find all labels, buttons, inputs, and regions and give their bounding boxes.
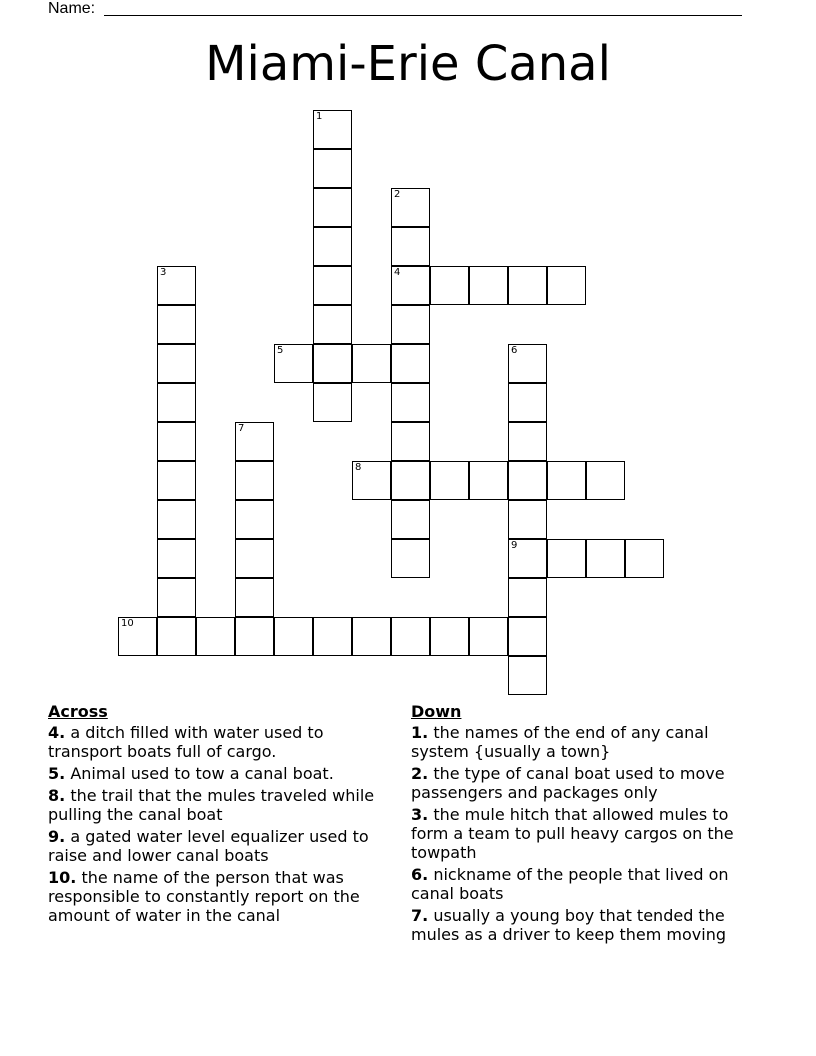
grid-cell[interactable] bbox=[508, 617, 547, 656]
grid-cell[interactable] bbox=[430, 461, 469, 500]
grid-cell[interactable] bbox=[586, 539, 625, 578]
grid-cell[interactable] bbox=[352, 617, 391, 656]
clue-number: 3 bbox=[160, 267, 167, 278]
clue-down-2: 2. the type of canal boat used to move passengers and packages only bbox=[411, 764, 725, 802]
grid-cell[interactable] bbox=[547, 461, 586, 500]
grid-cell[interactable] bbox=[586, 461, 625, 500]
grid-cell[interactable] bbox=[157, 422, 196, 461]
name-label: Name: bbox=[48, 0, 96, 17]
clue-number: 4 bbox=[394, 267, 401, 278]
grid-cell[interactable] bbox=[313, 110, 352, 149]
clue-across-10: 10. the name of the person that was responsible to constantly report on the amount of water in the canal bbox=[48, 868, 360, 925]
grid-cell[interactable] bbox=[157, 344, 196, 383]
grid-cell[interactable] bbox=[157, 578, 196, 617]
grid-cell[interactable] bbox=[391, 500, 430, 539]
grid-cell[interactable] bbox=[508, 539, 547, 578]
grid-cell[interactable] bbox=[235, 500, 274, 539]
grid-cell[interactable] bbox=[313, 383, 352, 422]
across-clues bbox=[48, 702, 388, 928]
clue-number: 6 bbox=[511, 345, 518, 356]
grid-cell[interactable] bbox=[157, 539, 196, 578]
clue-across-5: 5. Animal used to tow a canal boat. bbox=[48, 764, 334, 783]
grid-cell[interactable] bbox=[157, 266, 196, 305]
grid-cell[interactable] bbox=[235, 578, 274, 617]
grid-cell[interactable] bbox=[391, 617, 430, 656]
grid-cell[interactable] bbox=[391, 344, 430, 383]
grid-cell[interactable] bbox=[157, 461, 196, 500]
clue-number: 7 bbox=[238, 423, 245, 434]
grid-cell[interactable] bbox=[352, 344, 391, 383]
grid-cell[interactable] bbox=[391, 305, 430, 344]
clue-across-4: 4. a ditch filled with water used to transport boats full of cargo. bbox=[48, 723, 324, 761]
grid-cell[interactable] bbox=[391, 227, 430, 266]
grid-cell[interactable] bbox=[508, 344, 547, 383]
grid-cell[interactable] bbox=[157, 383, 196, 422]
grid-cell[interactable] bbox=[508, 266, 547, 305]
clue-number: 8 bbox=[355, 462, 362, 473]
grid-cell[interactable] bbox=[235, 539, 274, 578]
grid-cell[interactable] bbox=[547, 266, 586, 305]
clue-across-8: 8. the trail that the mules traveled while pulling the canal boat bbox=[48, 786, 375, 824]
grid-cell[interactable] bbox=[547, 539, 586, 578]
grid-cell[interactable] bbox=[157, 305, 196, 344]
name-field[interactable] bbox=[48, 0, 748, 20]
grid-cell[interactable] bbox=[508, 383, 547, 422]
grid-cell[interactable] bbox=[352, 461, 391, 500]
grid-cell[interactable] bbox=[508, 500, 547, 539]
clue-number: 9 bbox=[511, 540, 518, 551]
clue-number: 10 bbox=[121, 618, 134, 629]
grid-cell[interactable] bbox=[508, 578, 547, 617]
clue-number: 5 bbox=[277, 345, 284, 356]
grid-cell[interactable] bbox=[235, 617, 274, 656]
grid-cell[interactable] bbox=[118, 617, 157, 656]
grid-cell[interactable] bbox=[391, 461, 430, 500]
grid-cell[interactable] bbox=[274, 344, 313, 383]
clue-number: 1 bbox=[316, 111, 323, 122]
clue-down-6: 6. nickname of the people that lived on canal boats bbox=[411, 865, 729, 903]
grid-cell[interactable] bbox=[157, 500, 196, 539]
grid-cell[interactable] bbox=[469, 461, 508, 500]
grid-cell[interactable] bbox=[196, 617, 235, 656]
down-heading: Down bbox=[411, 702, 462, 721]
grid-cell[interactable] bbox=[391, 266, 430, 305]
across-heading: Across bbox=[48, 702, 108, 721]
grid-cell[interactable] bbox=[625, 539, 664, 578]
grid-cell[interactable] bbox=[391, 188, 430, 227]
grid-cell[interactable] bbox=[313, 305, 352, 344]
grid-cell[interactable] bbox=[508, 422, 547, 461]
grid-cell[interactable] bbox=[469, 617, 508, 656]
clue-number: 2 bbox=[394, 189, 401, 200]
grid-cell[interactable] bbox=[508, 461, 547, 500]
grid-cell[interactable] bbox=[313, 617, 352, 656]
clue-down-1: 1. the names of the end of any canal system {usually a town} bbox=[411, 723, 709, 761]
down-clues bbox=[411, 702, 756, 947]
grid-cell[interactable] bbox=[313, 149, 352, 188]
grid-cell[interactable] bbox=[430, 266, 469, 305]
grid-cell[interactable] bbox=[391, 539, 430, 578]
name-line bbox=[104, 15, 742, 16]
grid-cell[interactable] bbox=[235, 422, 274, 461]
grid-cell[interactable] bbox=[274, 617, 313, 656]
clue-down-3: 3. the mule hitch that allowed mules to form a team to pull heavy cargos on the towpath bbox=[411, 805, 734, 862]
grid-cell[interactable] bbox=[469, 266, 508, 305]
page-title: Miami-Erie Canal bbox=[205, 36, 611, 92]
grid-cell[interactable] bbox=[313, 188, 352, 227]
grid-cell[interactable] bbox=[157, 617, 196, 656]
clue-across-9: 9. a gated water level equalizer used to raise and lower canal boats bbox=[48, 827, 369, 865]
grid-cell[interactable] bbox=[391, 422, 430, 461]
clue-down-7: 7. usually a young boy that tended the mules as a driver to keep them moving bbox=[411, 906, 726, 944]
grid-cell[interactable] bbox=[508, 656, 547, 695]
grid-cell[interactable] bbox=[313, 227, 352, 266]
grid-cell[interactable] bbox=[313, 344, 352, 383]
grid-cell[interactable] bbox=[391, 383, 430, 422]
grid-cell[interactable] bbox=[313, 266, 352, 305]
grid-cell[interactable] bbox=[235, 461, 274, 500]
grid-cell[interactable] bbox=[430, 617, 469, 656]
